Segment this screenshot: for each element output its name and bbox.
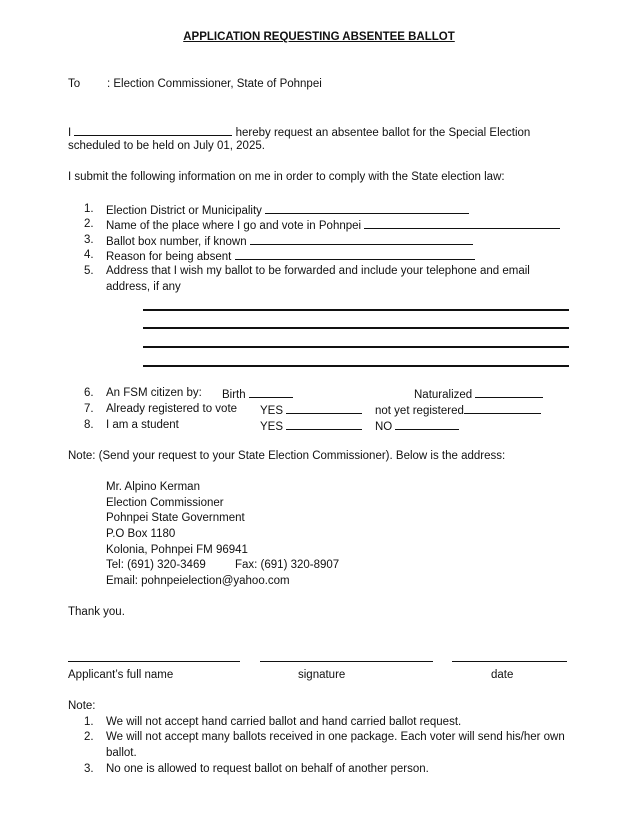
birth-option: [222, 386, 293, 402]
student-label: I am a student: [106, 419, 179, 431]
item-number: 6.: [84, 387, 94, 399]
registered-yes-option: [260, 402, 362, 418]
address-email[interactable]: Email: pohnpeielection@yahoo.com: [106, 575, 290, 587]
note-text-cont: ballot.: [106, 747, 137, 759]
address-line[interactable]: [143, 346, 569, 348]
yes-label: YES: [260, 421, 284, 433]
item-label: Reason for being absent: [106, 251, 232, 263]
item-address-label: Address that I wish my ballot to be forwarded and include your telephone and email: [106, 265, 530, 277]
item-label: Name of the place where I go and vote in Pohnpei: [106, 220, 362, 232]
item-reason-absent: [106, 248, 475, 264]
request-prefix: I: [68, 127, 72, 139]
address-city: Kolonia, Pohnpei FM 96941: [106, 544, 248, 556]
citizen-label: An FSM citizen by:: [106, 387, 202, 399]
note-text: No one is allowed to request ballot on behalf of another person.: [106, 763, 429, 775]
naturalized-field[interactable]: [475, 386, 543, 398]
item-election-district: [106, 202, 469, 218]
student-yes-field[interactable]: [286, 418, 362, 430]
item-number: 8.: [84, 419, 94, 431]
ballot-box-field[interactable]: [250, 233, 473, 245]
naturalized-label: Naturalized: [414, 389, 473, 401]
not-registered-field[interactable]: [464, 402, 541, 414]
item-ballot-box: [106, 233, 473, 249]
address-fax: Fax: (691) 320-8907: [235, 559, 340, 571]
note-number: 1.: [84, 716, 94, 728]
full-name-label: Applicant’s full name: [68, 669, 174, 681]
address-tel: Tel: (691) 320-3469: [106, 559, 206, 571]
student-yes-option: [260, 418, 362, 434]
to-label: To: [68, 78, 81, 90]
address-line[interactable]: [143, 365, 569, 367]
item-address-label-2: address, if any: [106, 281, 181, 293]
no-label: NO: [375, 421, 393, 433]
to-recipient: : Election Commissioner, State of Pohnpei: [107, 78, 322, 90]
birth-field[interactable]: [249, 386, 293, 398]
item-number: 4.: [84, 249, 94, 261]
signature-line[interactable]: [260, 661, 433, 662]
note-address: Note: (Send your request to your State Election Commissioner). Below is the address:: [68, 450, 506, 462]
yes-label: YES: [260, 405, 284, 417]
voting-place-field[interactable]: [364, 217, 560, 229]
item-label: Election District or Municipality: [106, 205, 262, 217]
registered-label: Already registered to vote: [106, 403, 238, 415]
intro-text: I submit the following information on me in order to comply with the State election law:: [68, 171, 505, 183]
student-no-option: [375, 418, 459, 434]
reason-absent-field[interactable]: [235, 248, 475, 260]
item-number: 1.: [84, 203, 94, 215]
date-line[interactable]: [452, 661, 567, 662]
item-label: Ballot box number, if known: [106, 236, 247, 248]
not-registered-option: [375, 402, 541, 418]
election-district-field[interactable]: [265, 202, 469, 214]
address-line[interactable]: [143, 309, 569, 311]
item-number: 7.: [84, 403, 94, 415]
thanks-text: Thank you.: [68, 606, 125, 618]
item-number: 3.: [84, 234, 94, 246]
birth-label: Birth: [222, 389, 246, 401]
address-name: Mr. Alpino Kerman: [106, 481, 200, 493]
notes-heading: Note:: [68, 700, 96, 712]
item-voting-place: [106, 217, 560, 233]
request-suffix: hereby request an absentee ballot for the Special Election: [235, 127, 531, 139]
item-number: 2.: [84, 218, 94, 230]
full-name-line[interactable]: [68, 661, 240, 662]
note-number: 3.: [84, 763, 94, 775]
item-number: 5.: [84, 265, 94, 277]
note-text: We will not accept many ballots received in one package. Each voter will send his/her own: [106, 731, 565, 743]
request-line-2: scheduled to be held on July 01, 2025.: [68, 140, 265, 152]
page-title: APPLICATION REQUESTING ABSENTEE BALLOT: [183, 31, 455, 43]
signature-label: signature: [298, 669, 346, 681]
not-registered-label: not yet registered: [375, 405, 464, 417]
address-title: Election Commissioner: [106, 497, 224, 509]
registered-yes-field[interactable]: [286, 402, 362, 414]
address-box: P.O Box 1180: [106, 528, 176, 540]
date-label: date: [491, 669, 514, 681]
student-no-field[interactable]: [395, 418, 459, 430]
applicant-name-field[interactable]: [74, 124, 232, 136]
request-line: [68, 124, 530, 140]
address-line[interactable]: [143, 327, 569, 329]
note-number: 2.: [84, 731, 94, 743]
note-text: We will not accept hand carried ballot and hand carried ballot request.: [106, 716, 462, 728]
address-org: Pohnpei State Government: [106, 512, 245, 524]
naturalized-option: [414, 386, 543, 402]
